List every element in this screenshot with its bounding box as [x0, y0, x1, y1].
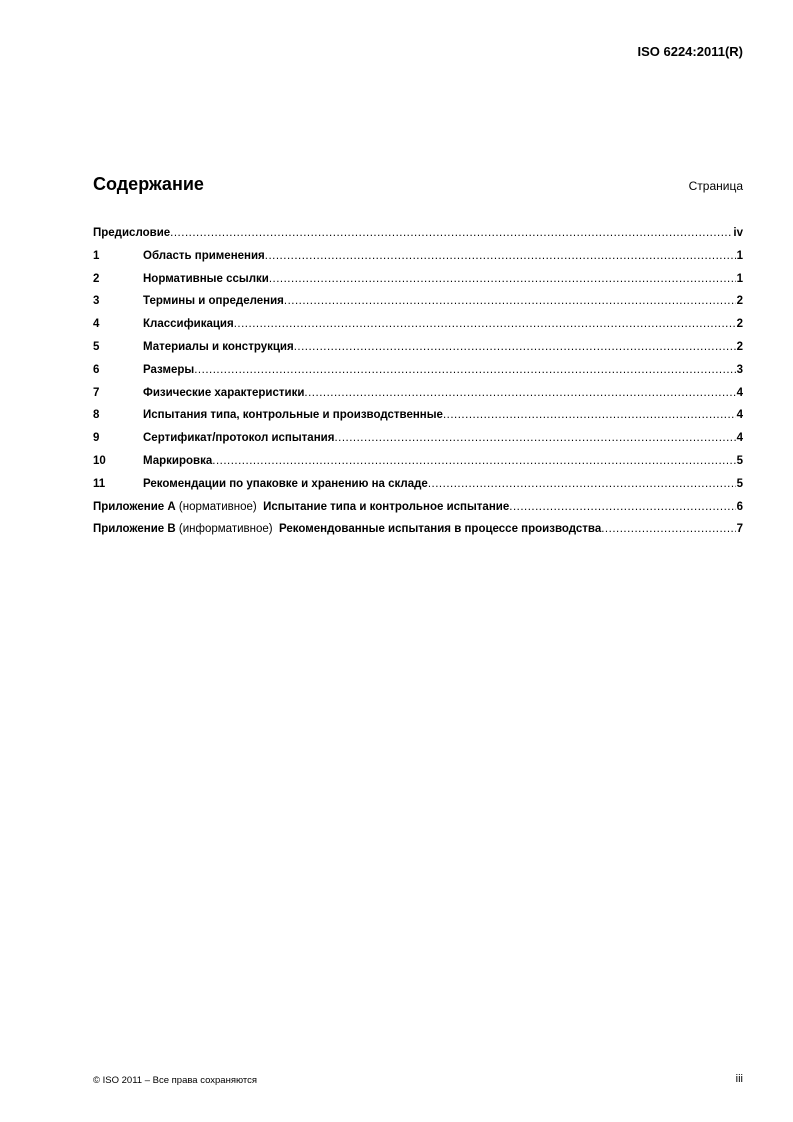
toc-entry-number: 10 — [93, 454, 106, 467]
toc-leader — [170, 222, 732, 245]
toc-entry-label: Рекомендации по упаковке и хранению на складе — [143, 477, 428, 490]
annex-kind: (нормативное) — [178, 500, 257, 513]
toc-entry-label: Сертификат/протокол испытания — [143, 432, 335, 445]
toc-annex-a[interactable] — [93, 496, 743, 519]
toc-entry-label: Классификация — [143, 318, 234, 331]
toc-entry-7[interactable] — [93, 382, 743, 405]
toc-entry-page: 2 — [736, 295, 743, 308]
toc-entry-number: 6 — [93, 363, 100, 376]
toc-entry-label: Физические характеристики — [143, 386, 305, 399]
toc-entry-label: Термины и определения — [143, 295, 284, 308]
toc-annex-b[interactable] — [93, 518, 743, 541]
toc-leader — [304, 382, 735, 405]
toc-entry-foreword[interactable] — [93, 222, 743, 245]
toc-entry-5[interactable] — [93, 336, 743, 359]
toc-leader — [334, 427, 735, 450]
toc-page-label: Страница — [688, 179, 743, 193]
toc-entry-8[interactable] — [93, 404, 743, 427]
toc-annex-page: 7 — [736, 523, 743, 536]
toc-entry-page: 5 — [736, 477, 743, 490]
footer-copyright: © ISO 2011 – Все права сохраняются — [93, 1075, 258, 1086]
toc-entry-number: 3 — [93, 295, 100, 308]
toc-annex-label — [93, 496, 509, 519]
annex-prefix: Приложение В — [93, 523, 176, 536]
toc-entry-number: 5 — [93, 340, 100, 353]
toc-title: Содержание — [93, 174, 204, 194]
toc-entry-number: 2 — [93, 272, 100, 285]
toc-entry-number: 7 — [93, 386, 100, 399]
toc-entry-page: 5 — [736, 454, 743, 467]
toc-leader — [601, 518, 735, 541]
toc-entry-page: iv — [733, 227, 743, 239]
annex-kind: (информативное) — [178, 523, 273, 536]
toc-entry-page: 2 — [736, 318, 743, 331]
toc-leader — [509, 496, 735, 519]
toc-entry-number: 4 — [93, 318, 100, 331]
toc-entry-label: Область применения — [143, 249, 265, 262]
footer-page-number: iii — [735, 1073, 743, 1085]
toc-entry-9[interactable] — [93, 427, 743, 450]
document-id: ISO 6224:2011(R) — [637, 44, 743, 59]
toc-entry-10[interactable] — [93, 450, 743, 473]
toc-leader — [234, 313, 736, 336]
toc-entry-page: 2 — [736, 340, 743, 353]
toc-annex-page: 6 — [736, 500, 743, 513]
toc-entry-4[interactable] — [93, 313, 743, 336]
toc-annex-label — [93, 518, 601, 541]
toc-heading — [93, 174, 743, 195]
toc-entry-number: 9 — [93, 432, 100, 445]
toc-entry-1[interactable] — [93, 245, 743, 268]
toc-entry-2[interactable] — [93, 268, 743, 291]
toc-entry-number: 8 — [93, 409, 100, 422]
annex-title: Рекомендованные испытания в процессе производства — [278, 523, 602, 536]
toc-entry-label: Материалы и конструкция — [143, 340, 294, 353]
toc-entry-label: Размеры — [143, 363, 195, 376]
toc-leader — [212, 450, 735, 473]
toc-entry-number: 1 — [93, 249, 100, 262]
toc-entry-page: 1 — [736, 249, 743, 262]
toc-leader — [269, 268, 736, 291]
toc-leader — [265, 245, 736, 268]
toc-entry-3[interactable] — [93, 290, 743, 313]
toc-entry-label: Предисловие — [93, 227, 171, 239]
toc-entry-page: 4 — [736, 409, 743, 422]
toc-entry-11[interactable] — [93, 473, 743, 496]
toc-entry-page: 4 — [736, 432, 743, 445]
toc-entry-page: 1 — [736, 272, 743, 285]
toc-entry-label: Испытания типа, контрольные и производственные — [143, 409, 443, 422]
toc-entry-label: Маркировка — [143, 454, 213, 467]
toc-entry-page: 4 — [736, 386, 743, 399]
toc-leader — [194, 359, 735, 382]
toc-leader — [294, 336, 736, 359]
toc-entry-label: Нормативные ссылки — [143, 272, 269, 285]
toc-entry-6[interactable] — [93, 359, 743, 382]
toc-list — [93, 222, 743, 541]
toc-leader — [284, 290, 736, 313]
toc-entry-page: 3 — [736, 363, 743, 376]
toc-leader — [443, 404, 736, 427]
toc-entry-number: 11 — [93, 477, 106, 490]
annex-prefix: Приложение А — [93, 500, 176, 513]
toc-leader — [428, 473, 736, 496]
annex-title: Испытание типа и контрольное испытание — [263, 500, 510, 513]
